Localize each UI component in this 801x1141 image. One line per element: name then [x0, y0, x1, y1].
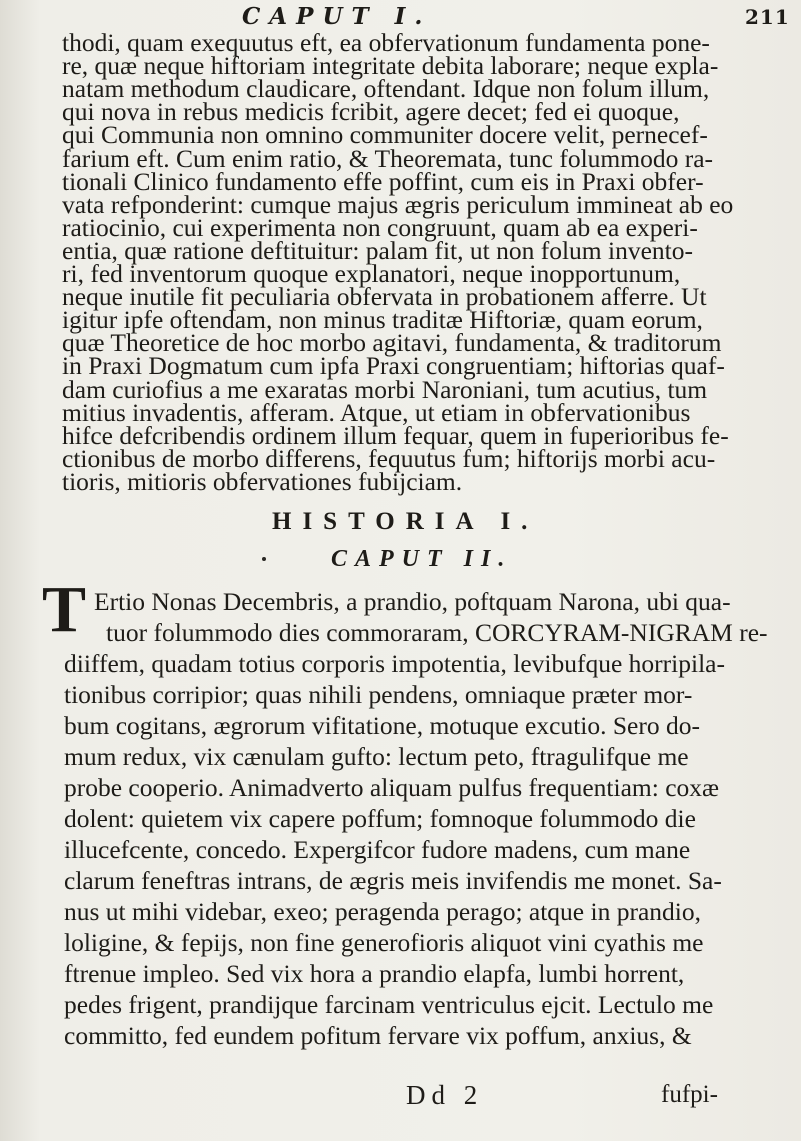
text-line: loligine, & fepijs, non fine generofioris aliquot vini cyathis me — [64, 928, 704, 957]
text-line: igitur ipfe oftendam, non minus traditæ Hiftoriæ, quam eorum, — [62, 305, 703, 335]
text-line: ftrenue impleo. Sed vix hora a prandio elapfa, lumbi horrent, — [64, 959, 685, 988]
text-line: tionali Clinico fundamento effe poffint, cum eis in Praxi obfer- — [62, 166, 704, 196]
text-line: illucefcente, concedo. Expergifcor fudore madens, cum mane — [64, 835, 691, 864]
text-line: re, quæ neque hiftoriam integritate debita laborare; neque expla- — [62, 51, 719, 81]
text-line: tioris, mitioris obfervationes fubijciam. — [62, 466, 463, 496]
text-line: in Praxi Dogmatum cum ipfa Praxi congruentiam; hiftorias quaf- — [62, 351, 725, 381]
text-line: natam methodum claudicare, oftendant. Idque non folum illum, — [62, 74, 710, 104]
catchword: fufpi- — [661, 1081, 718, 1108]
text-line: qui Communia non omnino communiter docere velit, pernecef- — [62, 120, 708, 150]
text-line: tionibus corripior; quas nihili pendens, omniaque præter mor- — [64, 680, 693, 709]
section-heading: HISTORIA I. — [272, 508, 539, 535]
text-line: tuor folummodo dies commoraram, CORCYRAM-NIGRAM re- — [106, 618, 768, 647]
running-title: CAPUT I. — [242, 3, 432, 30]
text-line: clarum feneftras intrans, de ægris meis invifendis me monet. Sa- — [64, 866, 722, 895]
section-subheading: CAPUT II. — [331, 546, 513, 572]
text-line: bum cogitans, ægrorum vifitatione, motuque excutio. Sero do- — [64, 711, 700, 740]
text-line: neque inutile fit peculiaria obfervata in probationem afferre. Ut — [62, 282, 707, 312]
text-line: diiffem, quadam totius corporis impotentia, levibufque horripila- — [64, 649, 725, 678]
text-line: hifce defcribendis ordinem illum fequar, quem in fuperioribus fe- — [62, 420, 729, 450]
signature-mark: Dd 2 — [406, 1080, 484, 1110]
text-line: ctionibus de morbo differens, fequutus fum; hiftorijs morbi acu- — [62, 443, 716, 473]
page-number: 211 — [745, 5, 790, 29]
text-line: dolent: quietem vix capere poffum; fomnoque folummodo die — [64, 804, 696, 833]
text-line: thodi, quam exequutus eft, ea obfervationum fundamenta pone- — [62, 28, 710, 57]
text-line: mitius invadentis, afferam. Atque, ut etiam in obfervationibus — [62, 397, 691, 427]
text-line: Ertio Nonas Decembris, a prandio, poftquam Narona, ubi qua- — [94, 587, 731, 616]
text-line: nus ut mihi videbar, exeo; peragenda perago; atque in prandio, — [64, 897, 701, 926]
text-line: probe cooperio. Animadverto aliquam pulfus frequentiam: coxæ — [64, 773, 720, 802]
text-line: mum redux, vix cænulam gufto: lectum peto, ftragulifque me — [64, 742, 689, 771]
text-line: quæ Theoretice de hoc morbo agitavi, fundamenta, & traditorum — [62, 328, 722, 358]
text-line: dam curiofius a me exaratas morbi Naroniani, tum acutius, tum — [62, 374, 708, 404]
drop-cap: T — [42, 573, 87, 646]
text-line: vata refponderint: cumque majus ægris periculum immineat ab eo — [62, 189, 734, 219]
text-line: entia, quæ ratione deftituitur: palam fit, ut non folum invento- — [62, 235, 693, 265]
running-head — [0, 3, 801, 29]
text-line: qui nova in rebus medicis fcribit, agere decet; fed ei quoque, — [62, 97, 680, 127]
text-line: pedes frigent, prandijque farcinam ventriculus ejcit. Lectulo me — [64, 990, 714, 1019]
text-line: ri, fed inventorum quoque explanatori, neque inopportunum, — [62, 259, 681, 288]
ornament-dot — [262, 557, 266, 561]
text-line: committo, fed eundem pofitum fervare vix poffum, anxius, & — [64, 1021, 692, 1050]
text-line: ratiocinio, cui experimenta non congruunt, quam ab ea experi- — [62, 212, 698, 242]
text-line: farium eft. Cum enim ratio, & Theoremata, tunc folummodo ra- — [62, 143, 714, 173]
